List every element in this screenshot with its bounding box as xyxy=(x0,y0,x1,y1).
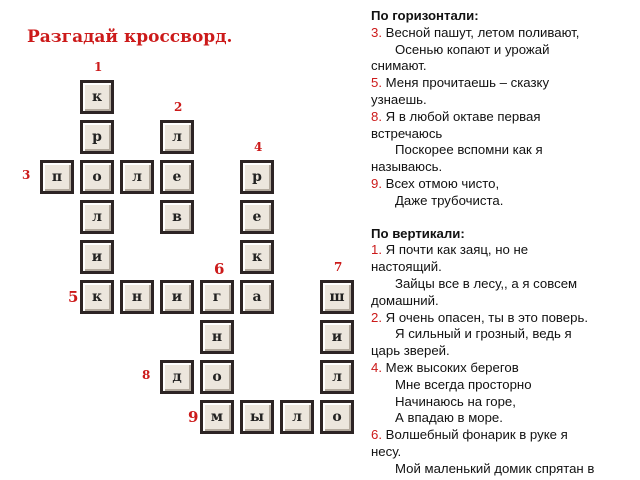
crossword-cell[interactable]: в xyxy=(160,200,194,234)
clue-text: встречаюсь xyxy=(371,125,443,141)
crossword-cell[interactable]: м xyxy=(200,400,234,434)
crossword-cell[interactable]: р xyxy=(80,120,114,154)
crossword-cell[interactable]: к xyxy=(80,80,114,114)
clue-line xyxy=(371,176,639,193)
clue-line xyxy=(371,142,639,159)
clue-text: Даже трубочиста. xyxy=(395,192,504,208)
clue-number: 3 xyxy=(22,168,31,182)
crossword-cell[interactable]: л xyxy=(120,160,154,194)
clue-text: Меж высоких берегов xyxy=(385,359,519,375)
clue-line xyxy=(371,276,639,293)
clue-text: несу. xyxy=(371,443,402,459)
crossword-cell[interactable]: ы xyxy=(240,400,274,434)
clue-number: 9 xyxy=(188,408,199,426)
clue-number: 6 xyxy=(214,260,225,278)
clue-line xyxy=(371,293,639,310)
clue-line xyxy=(371,360,639,377)
crossword-cell[interactable]: л xyxy=(280,400,314,434)
clue-text: Я почти как заяц, но не xyxy=(385,242,529,258)
clue-text: Осенью копают и урожай xyxy=(395,41,550,57)
clue-index: 4. xyxy=(371,359,382,375)
clue-number: 7 xyxy=(334,260,343,274)
page-title: Разгадай кроссворд. xyxy=(27,27,233,47)
clue-text: Начинаюсь на горе, xyxy=(395,393,516,409)
clue-text: Я сильный и грозный, ведь я xyxy=(395,326,572,342)
clue-text: Всех отмою чисто, xyxy=(385,175,500,191)
clue-line xyxy=(371,126,639,143)
crossword-cell[interactable]: и xyxy=(80,240,114,274)
crossword-cell[interactable]: и xyxy=(320,320,354,354)
crossword-cell[interactable]: к xyxy=(240,240,274,274)
clues-heading: По вертикали: xyxy=(371,225,465,241)
crossword-cell[interactable]: п xyxy=(40,160,74,194)
clue-line xyxy=(371,343,639,360)
clue-text: Волшебный фонарик в руке я xyxy=(385,427,568,443)
clue-number: 2 xyxy=(174,100,183,114)
clue-line xyxy=(371,377,639,394)
clue-line xyxy=(371,242,639,259)
crossword-cell[interactable]: д xyxy=(160,360,194,394)
clue-index: 2. xyxy=(371,309,382,325)
crossword-cell[interactable]: е xyxy=(160,160,194,194)
clues-panel xyxy=(371,8,639,478)
crossword-cell[interactable]: и xyxy=(160,280,194,314)
clue-index: 9. xyxy=(371,175,382,191)
clue-number: 5 xyxy=(68,288,79,306)
clue-line xyxy=(371,394,639,411)
clue-text: Меня прочитаешь – сказку xyxy=(385,75,550,91)
crossword-cell[interactable]: ш xyxy=(320,280,354,314)
clue-line xyxy=(371,92,639,109)
clue-line xyxy=(371,410,639,427)
crossword-cell[interactable]: н xyxy=(200,320,234,354)
crossword-cell[interactable]: а xyxy=(240,280,274,314)
clue-index: 8. xyxy=(371,108,382,124)
clue-line xyxy=(371,25,639,42)
crossword-cell[interactable]: о xyxy=(200,360,234,394)
crossword-cell[interactable]: р xyxy=(240,160,274,194)
clue-line xyxy=(371,310,639,327)
clue-line xyxy=(371,427,639,444)
clue-text: Я в любой октаве первая xyxy=(385,108,541,124)
clue-text: Весной пашут, летом поливают, xyxy=(385,24,580,40)
clue-text: домашний. xyxy=(371,292,439,308)
crossword-cell[interactable]: к xyxy=(80,280,114,314)
clue-line xyxy=(371,109,639,126)
clue-number: 8 xyxy=(142,368,151,382)
clue-text: Мне всегда просторно xyxy=(395,376,532,392)
crossword-cell[interactable]: н xyxy=(120,280,154,314)
clue-line xyxy=(371,193,639,210)
clue-text: называюсь. xyxy=(371,159,443,175)
clue-text: Мой маленький домик спрятан в xyxy=(395,460,595,476)
crossword-cell[interactable]: л xyxy=(160,120,194,154)
clue-line xyxy=(371,444,639,461)
clue-text: снимают. xyxy=(371,58,427,74)
clue-text: настоящий. xyxy=(371,259,442,275)
clue-line xyxy=(371,58,639,75)
clue-line xyxy=(371,75,639,92)
clue-text: Я очень опасен, ты в это поверь. xyxy=(385,309,588,325)
clue-text: А впадаю в море. xyxy=(395,410,503,426)
clue-index: 5. xyxy=(371,75,382,91)
clue-line xyxy=(371,461,639,478)
clue-line xyxy=(371,159,639,176)
clue-number: 1 xyxy=(94,60,103,74)
clue-line xyxy=(371,259,639,276)
crossword-cell[interactable]: е xyxy=(240,200,274,234)
crossword-cell[interactable]: о xyxy=(320,400,354,434)
clue-text: Зайцы все в лесу,, а я совсем xyxy=(395,275,578,291)
clue-text: царь зверей. xyxy=(371,343,450,359)
clues-heading: По горизонтали: xyxy=(371,8,479,23)
crossword-cell[interactable]: л xyxy=(80,200,114,234)
clue-index: 3. xyxy=(371,24,382,40)
clue-line xyxy=(371,42,639,59)
clue-text: Поскорее вспомни как я xyxy=(395,142,543,158)
crossword-cell[interactable]: о xyxy=(80,160,114,194)
clue-line xyxy=(371,326,639,343)
clue-index: 1. xyxy=(371,242,382,258)
clue-text: узнаешь. xyxy=(371,91,427,107)
clue-index: 6. xyxy=(371,427,382,443)
crossword-cell[interactable]: г xyxy=(200,280,234,314)
clue-number: 4 xyxy=(254,140,263,154)
crossword-cell[interactable]: л xyxy=(320,360,354,394)
